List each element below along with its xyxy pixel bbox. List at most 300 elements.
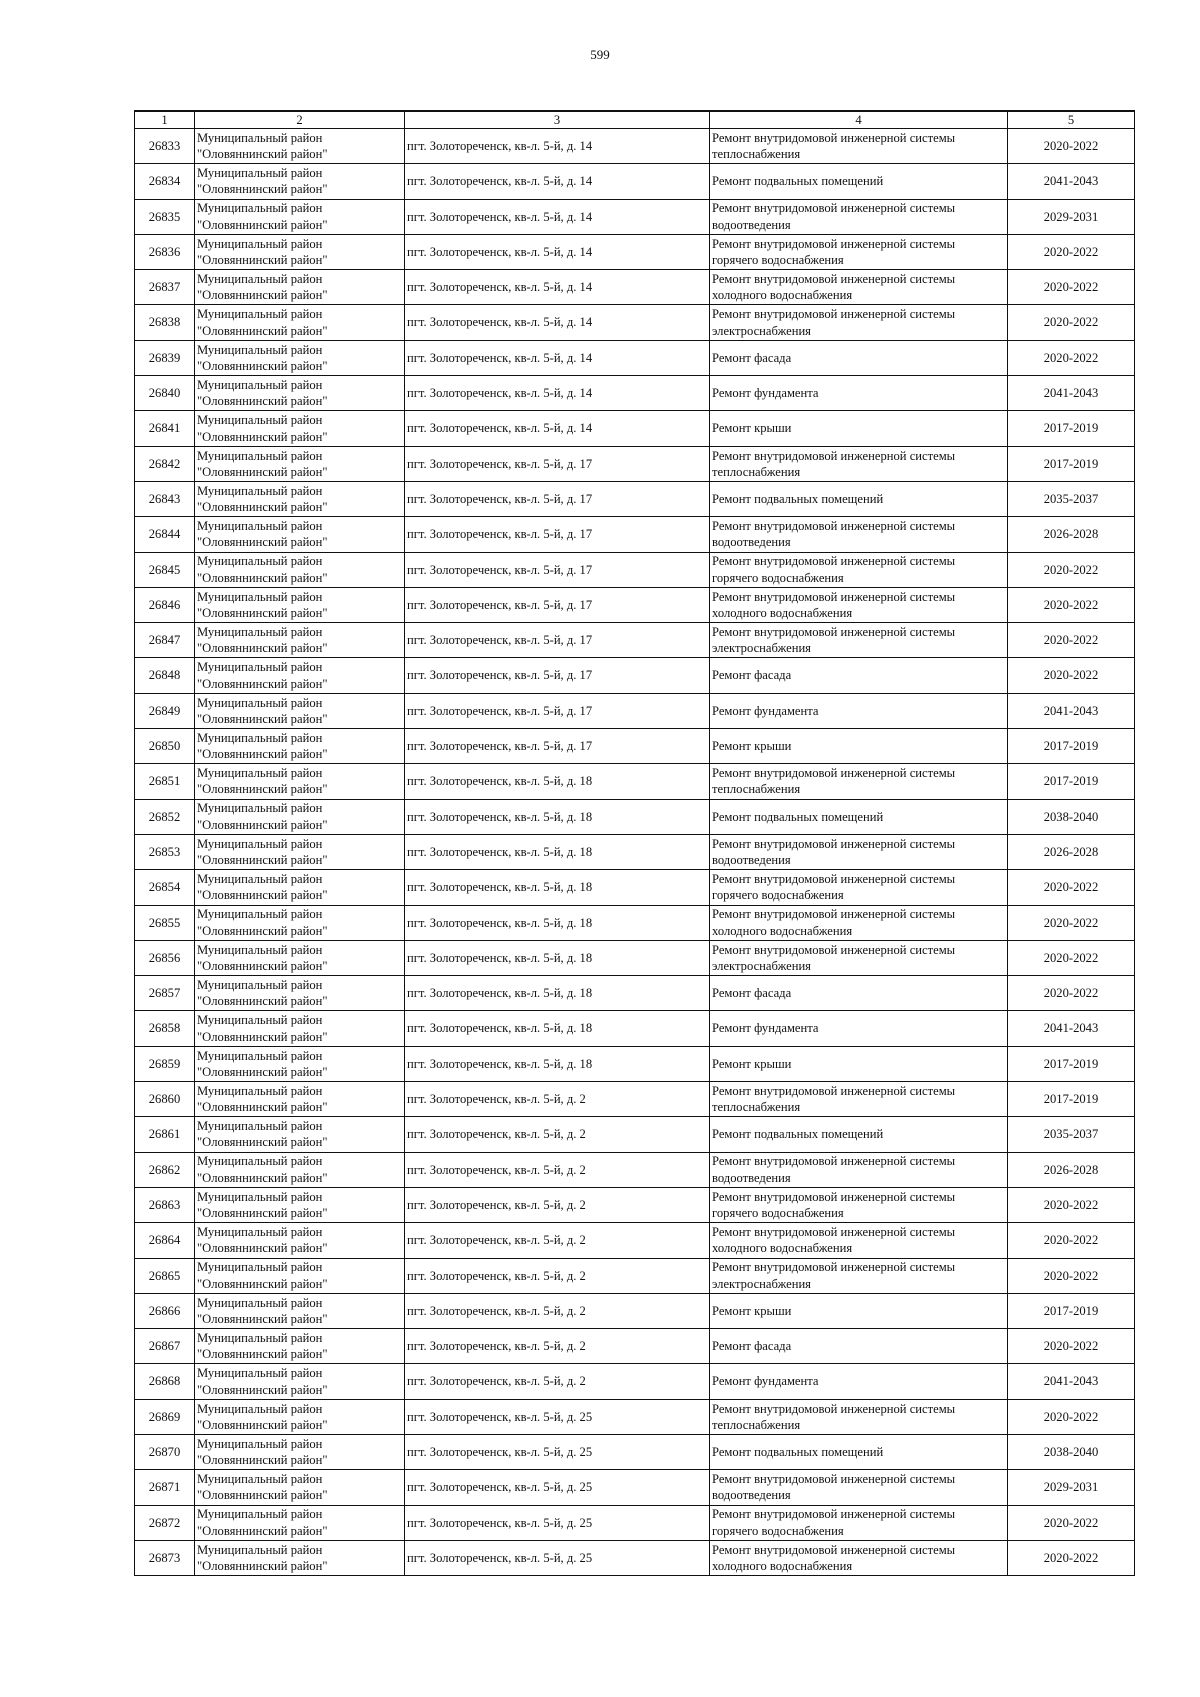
period-cell: 2020-2022 bbox=[1008, 1187, 1135, 1222]
work-type-line-2: холодного водоснабжения bbox=[712, 288, 853, 303]
work-type-line-1: Ремонт внутридомовой инженерной системы bbox=[712, 1260, 956, 1275]
work-type-line-2: теплоснабжения bbox=[712, 464, 801, 479]
municipality-line-2: "Оловяннинский район" bbox=[197, 1382, 328, 1397]
work-type-line-1: Ремонт фасада bbox=[712, 1339, 792, 1354]
municipality-line-1: Муниципальный район bbox=[197, 1048, 323, 1063]
address-cell: пгт. Золотореченск, кв-л. 5-й, д. 25 bbox=[405, 1399, 710, 1434]
municipality-line-2: "Оловяннинский район" bbox=[197, 1100, 328, 1115]
row-number: 26849 bbox=[135, 693, 195, 728]
municipality-line-2: "Оловяннинский район" bbox=[197, 676, 328, 691]
municipality-line-1: Муниципальный район bbox=[197, 730, 323, 745]
row-number: 26861 bbox=[135, 1117, 195, 1152]
work-type-line-1: Ремонт внутридомовой инженерной системы bbox=[712, 448, 956, 463]
municipality-line-1: Муниципальный район bbox=[197, 1225, 323, 1240]
table-row bbox=[135, 693, 1135, 728]
period-cell: 2020-2022 bbox=[1008, 305, 1135, 340]
work-type-cell bbox=[710, 1223, 1008, 1258]
work-type-line-2: теплоснабжения bbox=[712, 147, 801, 162]
municipality-line-2: "Оловяннинский район" bbox=[197, 570, 328, 585]
address-cell: пгт. Золотореченск, кв-л. 5-й, д. 14 bbox=[405, 411, 710, 446]
table-body bbox=[135, 129, 1135, 1576]
municipality-cell bbox=[195, 1082, 405, 1117]
row-number: 26860 bbox=[135, 1082, 195, 1117]
work-type-cell bbox=[710, 1399, 1008, 1434]
work-type-line-2: теплоснабжения bbox=[712, 1417, 801, 1432]
municipality-cell bbox=[195, 1293, 405, 1328]
row-number: 26865 bbox=[135, 1258, 195, 1293]
address-cell: пгт. Золотореченск, кв-л. 5-й, д. 2 bbox=[405, 1258, 710, 1293]
address-cell: пгт. Золотореченск, кв-л. 5-й, д. 2 bbox=[405, 1117, 710, 1152]
work-type-cell bbox=[710, 1046, 1008, 1081]
municipality-line-1: Муниципальный район bbox=[197, 942, 323, 957]
row-number: 26844 bbox=[135, 517, 195, 552]
municipality-line-2: "Оловяннинский район" bbox=[197, 1559, 328, 1574]
municipality-line-2: "Оловяннинский район" bbox=[197, 747, 328, 762]
municipality-line-2: "Оловяннинский район" bbox=[197, 817, 328, 832]
table-row bbox=[135, 376, 1135, 411]
work-type-line-1: Ремонт внутридомовой инженерной системы bbox=[712, 519, 956, 534]
row-number: 26873 bbox=[135, 1540, 195, 1575]
municipality-line-1: Муниципальный район bbox=[197, 1189, 323, 1204]
address-cell: пгт. Золотореченск, кв-л. 5-й, д. 17 bbox=[405, 517, 710, 552]
municipality-line-2: "Оловяннинский район" bbox=[197, 1453, 328, 1468]
municipality-cell bbox=[195, 234, 405, 269]
period-cell: 2020-2022 bbox=[1008, 1223, 1135, 1258]
table-row bbox=[135, 305, 1135, 340]
table-row bbox=[135, 1258, 1135, 1293]
address-cell: пгт. Золотореченск, кв-л. 5-й, д. 17 bbox=[405, 729, 710, 764]
municipality-cell bbox=[195, 1540, 405, 1575]
row-number: 26833 bbox=[135, 129, 195, 164]
row-number: 26858 bbox=[135, 1011, 195, 1046]
row-number: 26834 bbox=[135, 164, 195, 199]
municipality-cell bbox=[195, 1223, 405, 1258]
work-type-line-2: водоотведения bbox=[712, 853, 791, 868]
municipality-cell bbox=[195, 517, 405, 552]
table-row bbox=[135, 976, 1135, 1011]
work-type-line-1: Ремонт внутридомовой инженерной системы bbox=[712, 1542, 956, 1557]
municipality-cell bbox=[195, 799, 405, 834]
table-row bbox=[135, 1364, 1135, 1399]
work-type-line-1: Ремонт подвальных помещений bbox=[712, 491, 884, 506]
work-type-cell bbox=[710, 764, 1008, 799]
work-type-cell bbox=[710, 164, 1008, 199]
municipality-line-2: "Оловяннинский район" bbox=[197, 1170, 328, 1185]
address-cell: пгт. Золотореченск, кв-л. 5-й, д. 18 bbox=[405, 1011, 710, 1046]
row-number: 26837 bbox=[135, 270, 195, 305]
work-type-line-2: электроснабжения bbox=[712, 323, 811, 338]
municipality-line-1: Муниципальный район bbox=[197, 589, 323, 604]
work-type-line-1: Ремонт внутридомовой инженерной системы bbox=[712, 872, 956, 887]
work-type-cell bbox=[710, 1011, 1008, 1046]
work-type-cell bbox=[710, 834, 1008, 869]
period-cell: 2020-2022 bbox=[1008, 1540, 1135, 1575]
municipality-cell bbox=[195, 1505, 405, 1540]
work-type-line-1: Ремонт подвальных помещений bbox=[712, 174, 884, 189]
work-type-line-1: Ремонт фундамента bbox=[712, 1374, 819, 1389]
municipality-line-2: "Оловяннинский район" bbox=[197, 1135, 328, 1150]
table-row bbox=[135, 1470, 1135, 1505]
municipality-line-1: Муниципальный район bbox=[197, 130, 323, 145]
table-row bbox=[135, 517, 1135, 552]
row-number: 26871 bbox=[135, 1470, 195, 1505]
period-cell: 2020-2022 bbox=[1008, 658, 1135, 693]
municipality-line-1: Муниципальный район bbox=[197, 519, 323, 534]
municipality-line-2: "Оловяннинский район" bbox=[197, 994, 328, 1009]
table-row bbox=[135, 1187, 1135, 1222]
period-cell: 2020-2022 bbox=[1008, 270, 1135, 305]
work-type-line-1: Ремонт крыши bbox=[712, 739, 792, 754]
row-number: 26867 bbox=[135, 1329, 195, 1364]
municipality-cell bbox=[195, 446, 405, 481]
row-number: 26848 bbox=[135, 658, 195, 693]
row-number: 26840 bbox=[135, 376, 195, 411]
address-cell: пгт. Золотореченск, кв-л. 5-й, д. 18 bbox=[405, 905, 710, 940]
municipality-cell bbox=[195, 1152, 405, 1187]
period-cell: 2017-2019 bbox=[1008, 764, 1135, 799]
municipality-line-2: "Оловяннинский район" bbox=[197, 464, 328, 479]
work-type-line-1: Ремонт внутридомовой инженерной системы bbox=[712, 236, 956, 251]
table-row bbox=[135, 270, 1135, 305]
work-type-cell bbox=[710, 517, 1008, 552]
work-type-cell bbox=[710, 623, 1008, 658]
municipality-cell bbox=[195, 129, 405, 164]
table-row bbox=[135, 658, 1135, 693]
period-cell: 2020-2022 bbox=[1008, 623, 1135, 658]
work-type-line-2: теплоснабжения bbox=[712, 782, 801, 797]
table-row bbox=[135, 164, 1135, 199]
municipality-cell bbox=[195, 870, 405, 905]
work-type-line-1: Ремонт внутридомовой инженерной системы bbox=[712, 1472, 956, 1487]
period-cell: 2017-2019 bbox=[1008, 1082, 1135, 1117]
address-cell: пгт. Золотореченск, кв-л. 5-й, д. 2 bbox=[405, 1329, 710, 1364]
work-type-cell bbox=[710, 905, 1008, 940]
work-type-line-2: холодного водоснабжения bbox=[712, 923, 853, 938]
municipality-line-1: Муниципальный район bbox=[197, 1401, 323, 1416]
municipality-cell bbox=[195, 199, 405, 234]
municipality-line-2: "Оловяннинский район" bbox=[197, 1417, 328, 1432]
work-type-cell bbox=[710, 1329, 1008, 1364]
address-cell: пгт. Золотореченск, кв-л. 5-й, д. 14 bbox=[405, 164, 710, 199]
row-number: 26863 bbox=[135, 1187, 195, 1222]
work-type-line-2: горячего водоснабжения bbox=[712, 253, 844, 268]
municipality-line-2: "Оловяннинский район" bbox=[197, 253, 328, 268]
work-type-line-1: Ремонт фасада bbox=[712, 986, 792, 1001]
row-number: 26852 bbox=[135, 799, 195, 834]
work-type-line-1: Ремонт внутридомовой инженерной системы bbox=[712, 907, 956, 922]
municipality-cell bbox=[195, 1434, 405, 1469]
municipality-cell bbox=[195, 481, 405, 516]
work-type-cell bbox=[710, 1470, 1008, 1505]
table-row bbox=[135, 1117, 1135, 1152]
work-type-line-2: водоотведения bbox=[712, 535, 791, 550]
municipality-line-1: Муниципальный район bbox=[197, 342, 323, 357]
municipality-cell bbox=[195, 587, 405, 622]
work-type-line-1: Ремонт внутридомовой инженерной системы bbox=[712, 1189, 956, 1204]
work-type-cell bbox=[710, 799, 1008, 834]
address-cell: пгт. Золотореченск, кв-л. 5-й, д. 14 bbox=[405, 129, 710, 164]
period-cell: 2020-2022 bbox=[1008, 1505, 1135, 1540]
address-cell: пгт. Золотореченск, кв-л. 5-й, д. 2 bbox=[405, 1082, 710, 1117]
period-cell: 2020-2022 bbox=[1008, 340, 1135, 375]
work-type-line-2: электроснабжения bbox=[712, 641, 811, 656]
table-row bbox=[135, 1540, 1135, 1575]
work-type-cell bbox=[710, 1082, 1008, 1117]
table-row bbox=[135, 799, 1135, 834]
work-type-cell bbox=[710, 1152, 1008, 1187]
municipality-cell bbox=[195, 693, 405, 728]
municipality-line-2: "Оловяннинский район" bbox=[197, 217, 328, 232]
address-cell: пгт. Золотореченск, кв-л. 5-й, д. 14 bbox=[405, 340, 710, 375]
row-number: 26870 bbox=[135, 1434, 195, 1469]
municipality-cell bbox=[195, 1117, 405, 1152]
municipality-line-1: Муниципальный район bbox=[197, 483, 323, 498]
work-type-line-1: Ремонт фасада bbox=[712, 350, 792, 365]
address-cell: пгт. Золотореченск, кв-л. 5-й, д. 14 bbox=[405, 270, 710, 305]
period-cell: 2017-2019 bbox=[1008, 446, 1135, 481]
work-type-cell bbox=[710, 1187, 1008, 1222]
work-type-cell bbox=[710, 658, 1008, 693]
work-type-line-1: Ремонт внутридомовой инженерной системы bbox=[712, 201, 956, 216]
municipality-cell bbox=[195, 305, 405, 340]
address-cell: пгт. Золотореченск, кв-л. 5-й, д. 14 bbox=[405, 199, 710, 234]
municipality-line-1: Муниципальный район bbox=[197, 1542, 323, 1557]
work-type-line-1: Ремонт крыши bbox=[712, 1303, 792, 1318]
municipality-line-1: Муниципальный район bbox=[197, 1013, 323, 1028]
table-row bbox=[135, 1011, 1135, 1046]
work-type-line-2: теплоснабжения bbox=[712, 1100, 801, 1115]
row-number: 26851 bbox=[135, 764, 195, 799]
municipality-cell bbox=[195, 729, 405, 764]
work-type-line-2: электроснабжения bbox=[712, 1276, 811, 1291]
work-type-line-1: Ремонт внутридомовой инженерной системы bbox=[712, 766, 956, 781]
municipality-cell bbox=[195, 658, 405, 693]
row-number: 26838 bbox=[135, 305, 195, 340]
municipality-line-2: "Оловяннинский район" bbox=[197, 888, 328, 903]
period-cell: 2041-2043 bbox=[1008, 1011, 1135, 1046]
row-number: 26857 bbox=[135, 976, 195, 1011]
work-type-line-1: Ремонт внутридомовой инженерной системы bbox=[712, 836, 956, 851]
period-cell: 2041-2043 bbox=[1008, 376, 1135, 411]
work-type-line-1: Ремонт фундамента bbox=[712, 386, 819, 401]
municipality-cell bbox=[195, 376, 405, 411]
row-number: 26859 bbox=[135, 1046, 195, 1081]
municipality-line-1: Муниципальный район bbox=[197, 1154, 323, 1169]
municipality-line-2: "Оловяннинский район" bbox=[197, 641, 328, 656]
row-number: 26835 bbox=[135, 199, 195, 234]
work-type-cell bbox=[710, 552, 1008, 587]
table-row bbox=[135, 1434, 1135, 1469]
municipality-line-1: Муниципальный район bbox=[197, 413, 323, 428]
municipality-line-1: Муниципальный район bbox=[197, 1472, 323, 1487]
address-cell: пгт. Золотореченск, кв-л. 5-й, д. 14 bbox=[405, 376, 710, 411]
period-cell: 2020-2022 bbox=[1008, 587, 1135, 622]
work-type-line-1: Ремонт внутридомовой инженерной системы bbox=[712, 589, 956, 604]
column-header: 1 bbox=[135, 111, 195, 129]
municipality-line-1: Муниципальный район bbox=[197, 977, 323, 992]
work-type-line-1: Ремонт внутридомовой инженерной системы bbox=[712, 272, 956, 287]
table-row bbox=[135, 870, 1135, 905]
address-cell: пгт. Золотореченск, кв-л. 5-й, д. 17 bbox=[405, 658, 710, 693]
period-cell: 2041-2043 bbox=[1008, 1364, 1135, 1399]
municipality-line-1: Муниципальный район bbox=[197, 801, 323, 816]
municipality-cell bbox=[195, 1046, 405, 1081]
row-number: 26846 bbox=[135, 587, 195, 622]
municipality-cell bbox=[195, 1187, 405, 1222]
address-cell: пгт. Золотореченск, кв-л. 5-й, д. 17 bbox=[405, 623, 710, 658]
municipality-line-2: "Оловяннинский район" bbox=[197, 1311, 328, 1326]
municipality-line-1: Муниципальный район bbox=[197, 907, 323, 922]
municipality-line-1: Муниципальный район bbox=[197, 1119, 323, 1134]
work-type-line-1: Ремонт внутридомовой инженерной системы bbox=[712, 1083, 956, 1098]
table-row bbox=[135, 1293, 1135, 1328]
table-row bbox=[135, 446, 1135, 481]
work-type-cell bbox=[710, 1364, 1008, 1399]
municipality-line-1: Муниципальный район bbox=[197, 660, 323, 675]
work-type-cell bbox=[710, 693, 1008, 728]
work-type-cell bbox=[710, 976, 1008, 1011]
period-cell: 2035-2037 bbox=[1008, 481, 1135, 516]
work-type-cell bbox=[710, 234, 1008, 269]
work-type-line-1: Ремонт внутридомовой инженерной системы bbox=[712, 1154, 956, 1169]
work-type-cell bbox=[710, 1434, 1008, 1469]
row-number: 26853 bbox=[135, 834, 195, 869]
municipality-line-1: Муниципальный район bbox=[197, 1436, 323, 1451]
work-type-line-1: Ремонт внутридомовой инженерной системы bbox=[712, 1507, 956, 1522]
period-cell: 2029-2031 bbox=[1008, 1470, 1135, 1505]
table-row bbox=[135, 1223, 1135, 1258]
period-cell: 2020-2022 bbox=[1008, 1258, 1135, 1293]
municipality-line-2: "Оловяннинский район" bbox=[197, 711, 328, 726]
municipality-line-2: "Оловяннинский район" bbox=[197, 500, 328, 515]
period-cell: 2020-2022 bbox=[1008, 940, 1135, 975]
row-number: 26850 bbox=[135, 729, 195, 764]
municipality-cell bbox=[195, 1399, 405, 1434]
period-cell: 2041-2043 bbox=[1008, 164, 1135, 199]
period-cell: 2038-2040 bbox=[1008, 799, 1135, 834]
municipality-line-1: Муниципальный район bbox=[197, 236, 323, 251]
work-type-cell bbox=[710, 376, 1008, 411]
table-row bbox=[135, 234, 1135, 269]
municipality-line-2: "Оловяннинский район" bbox=[197, 606, 328, 620]
period-cell: 2020-2022 bbox=[1008, 870, 1135, 905]
municipality-line-1: Муниципальный район bbox=[197, 1083, 323, 1098]
row-number: 26855 bbox=[135, 905, 195, 940]
table-row bbox=[135, 834, 1135, 869]
period-cell: 2020-2022 bbox=[1008, 1329, 1135, 1364]
municipality-line-1: Муниципальный район bbox=[197, 272, 323, 287]
table-row bbox=[135, 481, 1135, 516]
work-type-cell bbox=[710, 870, 1008, 905]
row-number: 26847 bbox=[135, 623, 195, 658]
municipality-line-2: "Оловяннинский район" bbox=[197, 358, 328, 373]
work-type-line-2: водоотведения bbox=[712, 1170, 791, 1185]
period-cell: 2020-2022 bbox=[1008, 234, 1135, 269]
municipality-line-1: Муниципальный район bbox=[197, 1295, 323, 1310]
municipality-cell bbox=[195, 1011, 405, 1046]
address-cell: пгт. Золотореченск, кв-л. 5-й, д. 25 bbox=[405, 1470, 710, 1505]
work-type-cell bbox=[710, 1117, 1008, 1152]
municipality-line-1: Муниципальный район bbox=[197, 1260, 323, 1275]
table-row bbox=[135, 587, 1135, 622]
row-number: 26872 bbox=[135, 1505, 195, 1540]
work-type-line-2: холодного водоснабжения bbox=[712, 1559, 853, 1574]
address-cell: пгт. Золотореченск, кв-л. 5-й, д. 25 bbox=[405, 1505, 710, 1540]
work-type-cell bbox=[710, 729, 1008, 764]
address-cell: пгт. Золотореченск, кв-л. 5-й, д. 2 bbox=[405, 1187, 710, 1222]
work-type-line-2: горячего водоснабжения bbox=[712, 570, 844, 585]
column-header: 5 bbox=[1008, 111, 1135, 129]
table-row bbox=[135, 729, 1135, 764]
period-cell: 2035-2037 bbox=[1008, 1117, 1135, 1152]
municipality-line-2: "Оловяннинский район" bbox=[197, 1523, 328, 1538]
municipality-line-2: "Оловяннинский район" bbox=[197, 1241, 328, 1256]
municipality-line-2: "Оловяннинский район" bbox=[197, 853, 328, 868]
municipality-line-1: Муниципальный район bbox=[197, 166, 323, 181]
table-row bbox=[135, 940, 1135, 975]
work-type-cell bbox=[710, 587, 1008, 622]
period-cell: 2038-2040 bbox=[1008, 1434, 1135, 1469]
table-row bbox=[135, 411, 1135, 446]
period-cell: 2020-2022 bbox=[1008, 976, 1135, 1011]
work-type-line-2: водоотведения bbox=[712, 217, 791, 232]
work-type-line-1: Ремонт фундамента bbox=[712, 703, 819, 718]
row-number: 26843 bbox=[135, 481, 195, 516]
municipality-cell bbox=[195, 1364, 405, 1399]
work-type-cell bbox=[710, 1540, 1008, 1575]
period-cell: 2020-2022 bbox=[1008, 552, 1135, 587]
work-type-cell bbox=[710, 1505, 1008, 1540]
address-cell: пгт. Золотореченск, кв-л. 5-й, д. 17 bbox=[405, 693, 710, 728]
municipality-cell bbox=[195, 940, 405, 975]
table-row bbox=[135, 1046, 1135, 1081]
address-cell: пгт. Золотореченск, кв-л. 5-й, д. 18 bbox=[405, 799, 710, 834]
table-row bbox=[135, 1082, 1135, 1117]
municipality-cell bbox=[195, 905, 405, 940]
municipality-line-1: Муниципальный район bbox=[197, 448, 323, 463]
row-number: 26866 bbox=[135, 1293, 195, 1328]
table-row bbox=[135, 1399, 1135, 1434]
municipality-cell bbox=[195, 623, 405, 658]
address-cell: пгт. Золотореченск, кв-л. 5-й, д. 25 bbox=[405, 1434, 710, 1469]
work-type-line-1: Ремонт внутридомовой инженерной системы bbox=[712, 554, 956, 569]
municipality-cell bbox=[195, 1258, 405, 1293]
address-cell: пгт. Золотореченск, кв-л. 5-й, д. 18 bbox=[405, 940, 710, 975]
address-cell: пгт. Золотореченск, кв-л. 5-й, д. 17 bbox=[405, 446, 710, 481]
work-type-cell bbox=[710, 270, 1008, 305]
address-cell: пгт. Золотореченск, кв-л. 5-й, д. 2 bbox=[405, 1223, 710, 1258]
municipality-line-2: "Оловяннинский район" bbox=[197, 394, 328, 409]
address-cell: пгт. Золотореченск, кв-л. 5-й, д. 18 bbox=[405, 764, 710, 799]
municipality-line-1: Муниципальный район bbox=[197, 872, 323, 887]
work-type-line-2: горячего водоснабжения bbox=[712, 888, 844, 903]
work-type-cell bbox=[710, 305, 1008, 340]
address-cell: пгт. Золотореченск, кв-л. 5-й, д. 18 bbox=[405, 834, 710, 869]
municipality-cell bbox=[195, 976, 405, 1011]
work-type-cell bbox=[710, 481, 1008, 516]
address-cell: пгт. Золотореченск, кв-л. 5-й, д. 17 bbox=[405, 552, 710, 587]
municipality-cell bbox=[195, 1470, 405, 1505]
work-type-line-1: Ремонт внутридомовой инженерной системы bbox=[712, 130, 956, 145]
work-type-line-1: Ремонт крыши bbox=[712, 1056, 792, 1071]
period-cell: 2041-2043 bbox=[1008, 693, 1135, 728]
work-type-cell bbox=[710, 411, 1008, 446]
address-cell: пгт. Золотореченск, кв-л. 5-й, д. 18 bbox=[405, 1046, 710, 1081]
work-type-line-1: Ремонт фасада bbox=[712, 668, 792, 683]
address-cell: пгт. Золотореченск, кв-л. 5-й, д. 14 bbox=[405, 305, 710, 340]
municipality-cell bbox=[195, 270, 405, 305]
address-cell: пгт. Золотореченск, кв-л. 5-й, д. 18 bbox=[405, 870, 710, 905]
